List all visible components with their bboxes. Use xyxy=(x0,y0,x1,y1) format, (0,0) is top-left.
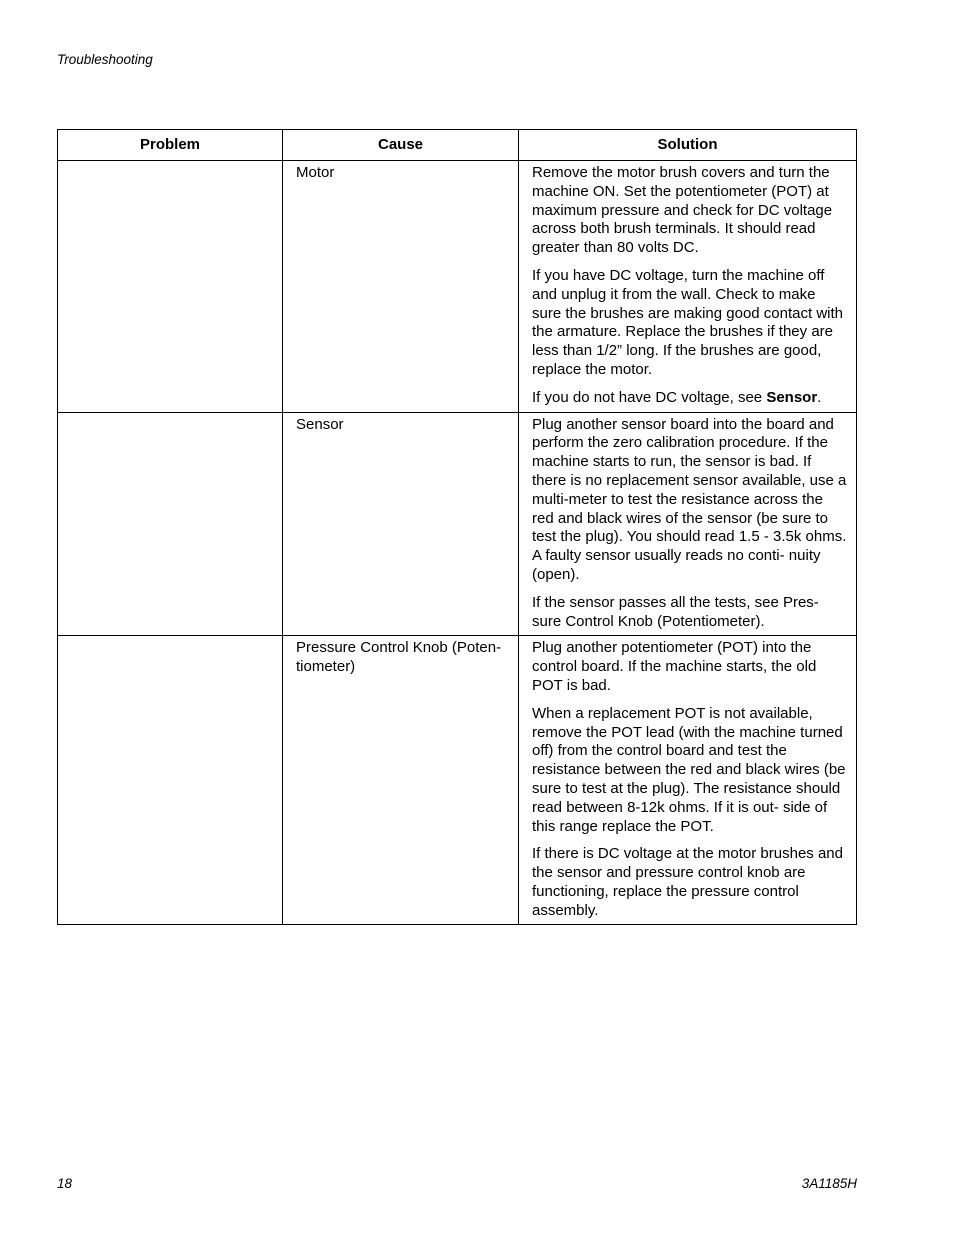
cause-cell: Sensor xyxy=(283,412,519,636)
table-row xyxy=(58,636,857,925)
table-row xyxy=(58,412,857,636)
solution-text: . xyxy=(817,388,822,406)
page-number: 18 xyxy=(57,1176,73,1191)
section-header: Troubleshooting xyxy=(57,52,153,67)
solution-paragraph: When a replacement POT is not available, remove the POT lead (with the machine turned off) from the control board and test the resistance between the red and black wires (be sure to test at the plug). The resistance should read between 8-12k ohms. If it is out- side of this range replace the POT. xyxy=(532,704,846,835)
solution-cell xyxy=(519,161,857,413)
troubleshooting-table xyxy=(57,129,857,925)
solution-paragraph: If you have DC voltage, turn the machine off and unplug it from the wall. Check to make sure the brushes are making good contact with the armature. Replace the brushes if they are less than 1/2” long. If the brushes are good, replace the motor. xyxy=(532,266,844,378)
solution-cell xyxy=(519,412,857,636)
solution-cell xyxy=(519,636,857,925)
column-header-cause: Cause xyxy=(283,130,519,161)
column-header-solution: Solution xyxy=(519,130,857,161)
problem-cell xyxy=(58,412,283,636)
table-row xyxy=(58,161,857,413)
problem-cell xyxy=(58,161,283,413)
cause-cell: Motor xyxy=(283,161,519,413)
solution-paragraph: If there is DC voltage at the motor brushes and the sensor and pressure control knob are functioning, replace the pressure control assembly. xyxy=(532,845,843,919)
solution-text: If you do not have DC voltage, see xyxy=(532,388,767,406)
sensor-reference: Sensor xyxy=(766,388,818,406)
solution-paragraph: Plug another potentiometer (POT) into the control board. If the machine starts, the old POT is bad. xyxy=(532,639,817,694)
solution-paragraph: If the sensor passes all the tests, see Pres- sure Control Knob (Potentiometer). xyxy=(532,593,819,630)
document-code: 3A1185H xyxy=(801,1176,857,1191)
solution-paragraph: Plug another sensor board into the board and perform the zero calibration procedure. If the machine starts to run, the sensor is bad. If there is no replacement sensor available, use a multi-meter to test the resistance across the red and black wires of the sensor (be sure to test the plug). You should read 1.5 - 3.5k ohms. A faulty sensor usually reads no conti- nuity (open). xyxy=(532,415,847,583)
problem-cell xyxy=(58,636,283,925)
column-header-problem: Problem xyxy=(58,130,283,161)
solution-paragraph xyxy=(532,389,848,408)
table-header-row xyxy=(58,130,857,161)
solution-paragraph: Remove the motor brush covers and turn the machine ON. Set the potentiometer (POT) at maximum pressure and check for DC voltage across both brush terminals. It should read greater than 80 volts DC. xyxy=(532,164,833,257)
cause-cell: Pressure Control Knob (Poten- tiometer) xyxy=(283,636,519,925)
